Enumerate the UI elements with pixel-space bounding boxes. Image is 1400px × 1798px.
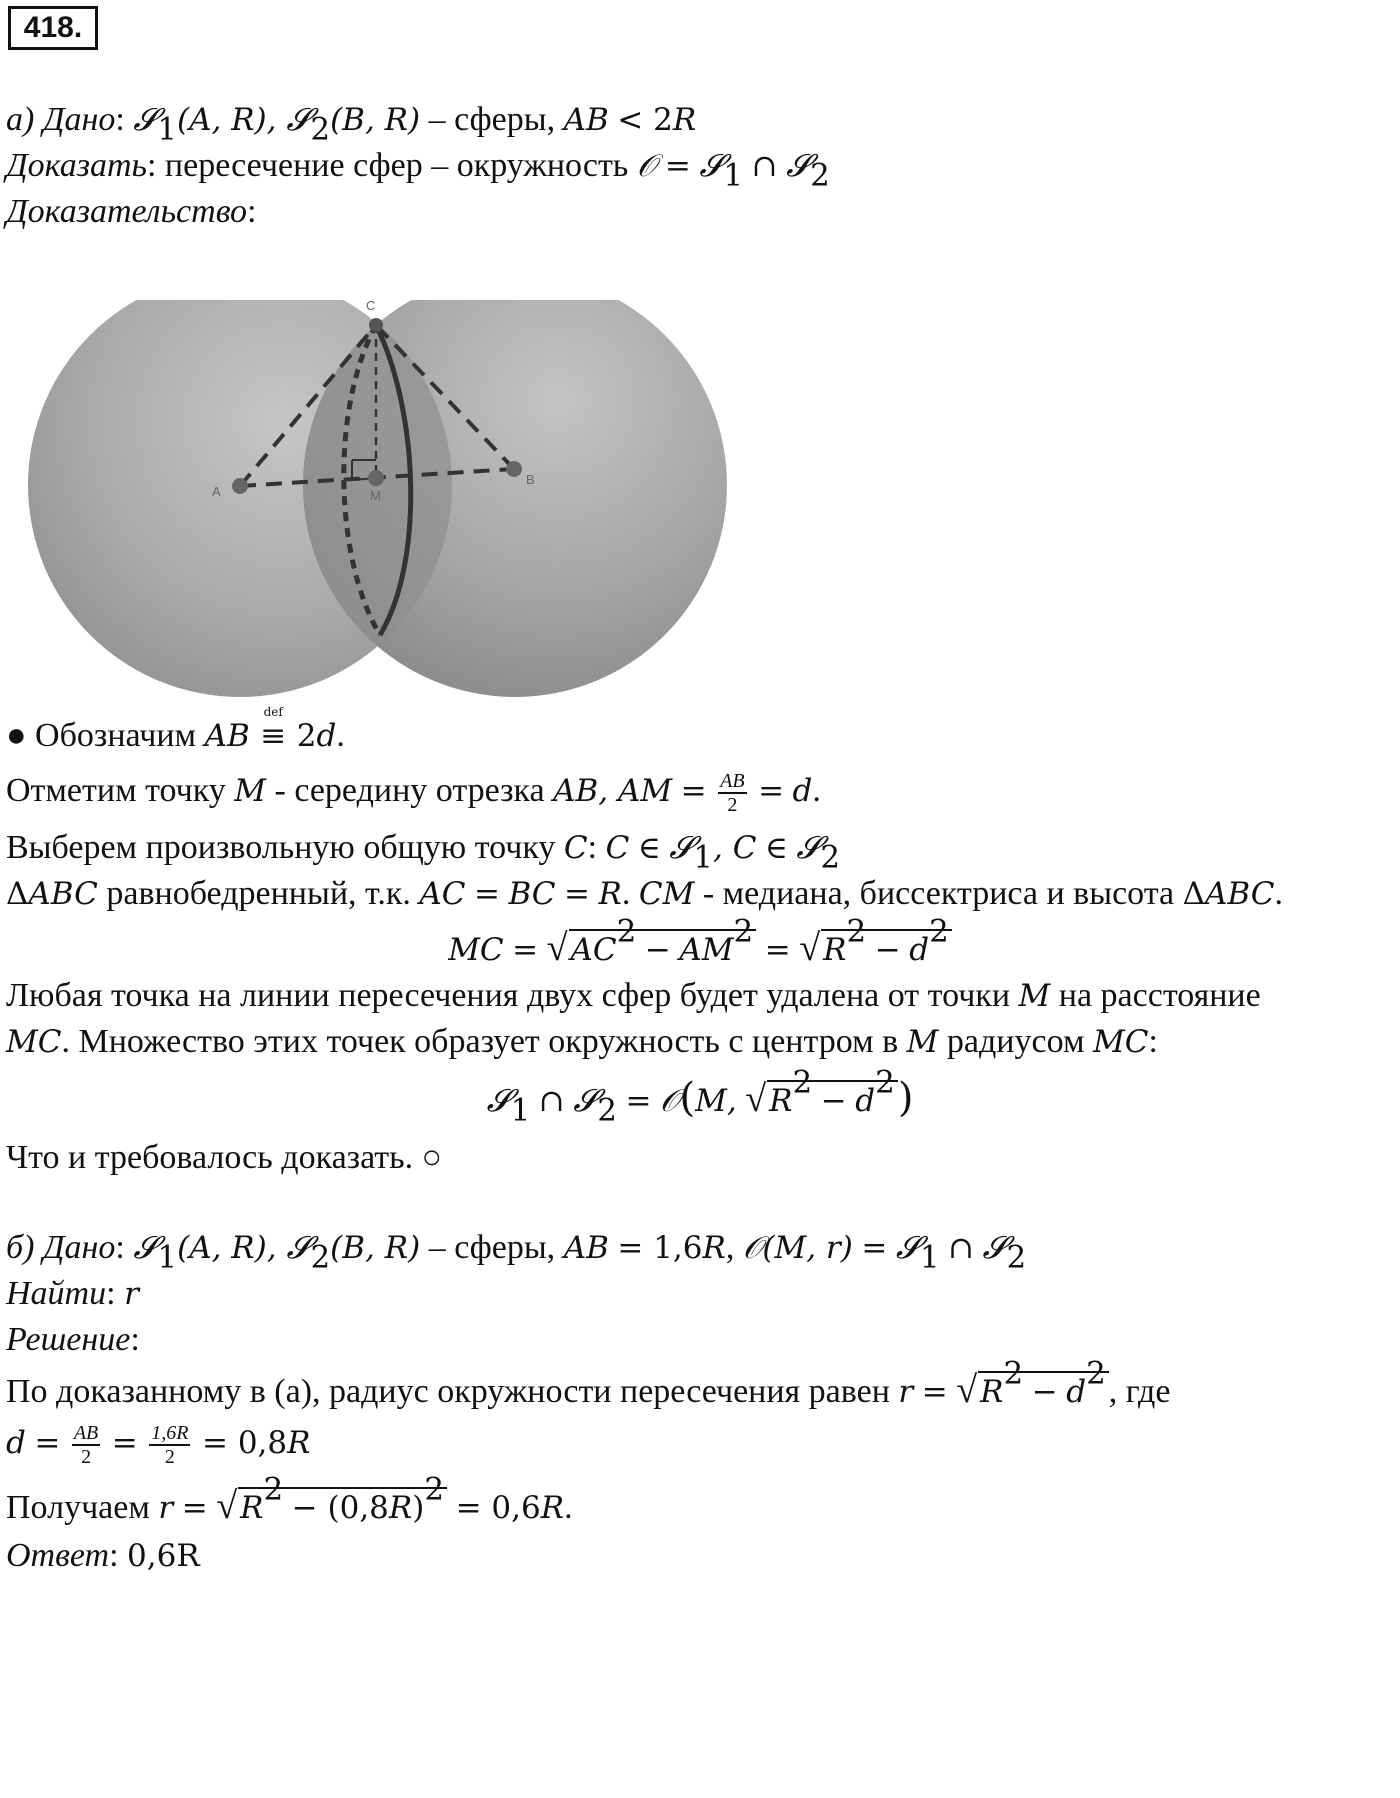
part-a-given-label: а) Дано xyxy=(6,101,116,138)
problem-number: 418. xyxy=(8,6,98,50)
label-a: A xyxy=(212,484,221,499)
proof-line-2: Отметим точку M - середину отрезка AB, AM = $\frac{AB}{2}$ = d. xyxy=(6,770,821,816)
part-b-find-label: Найти xyxy=(6,1275,107,1312)
part-a-proof-line: Доказательство: xyxy=(6,193,257,230)
part-b-find-line: Найти: r xyxy=(6,1275,139,1312)
proof-line-7: MC. Множество этих точек образует окружность с центром в M радиусом MC: xyxy=(6,1023,1158,1060)
formula-mc: MC = $√AC^2 - AM^2 = √R^2 - d^2$ xyxy=(0,928,1400,970)
part-b-answer-line: Ответ: 0,6R xyxy=(6,1537,200,1574)
part-a-prove-label: Доказать xyxy=(6,147,147,184)
proof-line-4: ΔABC равнобедренный, т.к. AC = BC = R. CM - медиана, биссектриса и высота ΔABC. xyxy=(6,875,1283,912)
part-a-given-line: а) Дано: 𝓢$_1$(A, R), 𝓢$_2$(B, R) – сферы, AB < 2R xyxy=(6,101,697,148)
part-b-given-label: б) Дано xyxy=(6,1229,116,1266)
label-m: M xyxy=(370,488,381,503)
part-b-line-1: По доказанному в (а), радиус окружности пересечения равен $r = √R^2 - d^2$, где xyxy=(6,1355,1171,1411)
proof-line-1: ● Обозначим AB def ≡ 2d. xyxy=(6,705,345,754)
part-b-solution-line: Решение: xyxy=(6,1321,140,1358)
part-b-answer-label: Ответ xyxy=(6,1537,110,1574)
point-a xyxy=(232,478,248,494)
part-a-prove-text: : пересечение сфер – окружность xyxy=(146,147,637,184)
proof-conclusion: Что и требовалось доказать. ○ xyxy=(6,1139,443,1176)
part-b-solution-label: Решение xyxy=(6,1321,131,1358)
label-b: B xyxy=(526,472,535,487)
fraction-ab-2: $\frac{AB}{2}$ xyxy=(720,770,745,816)
fraction-ab-2-b: $\frac{AB}{2}$ xyxy=(73,1422,99,1468)
proof-line-3: Выберем произвольную общую точку C: C ∈ 𝓢$_1$, C ∈ 𝓢$_2$ xyxy=(6,829,841,876)
part-a-prove-line: Доказать: пересечение сфер – окружность 𝒪 = 𝓢$_1$ ∩ 𝓢$_2$ xyxy=(6,147,830,194)
formula-intersection: 𝓢$_1$ ∩ 𝓢$_2$ = 𝒪(M, $√R^2 - d^2$) xyxy=(486,1064,914,1129)
point-c xyxy=(369,318,383,332)
fraction-16r-2: $\frac{1,6R}{2}$ xyxy=(151,1422,189,1468)
part-a-proof-label: Доказательство xyxy=(6,193,248,230)
part-b-answer-value: 0,6R xyxy=(127,1538,200,1574)
point-m xyxy=(368,470,384,486)
label-c: C xyxy=(366,300,376,313)
part-b-given-line: б) Дано: 𝓢$_1$(A, R), 𝓢$_2$(B, R) – сферы, AB = 1,6R, 𝒪(M, r) = 𝓢$_1$ ∩ 𝓢$_2$ xyxy=(6,1229,1027,1276)
part-b-line-3: Получаем $r = √R^2 - (0,8R)^2 = 0,6R$. xyxy=(6,1471,573,1527)
part-b-line-2: d = $\frac{AB}{2}$ = $\frac{1,6R}{2}$ = 0,8R xyxy=(6,1422,311,1468)
part-a-given-rest: – сферы, xyxy=(420,101,564,138)
spheres-figure xyxy=(0,300,740,700)
proof-line-6: Любая точка на линии пересечения двух сфер будет удалена от точки M на расстояние xyxy=(6,977,1261,1014)
point-b xyxy=(506,461,522,477)
